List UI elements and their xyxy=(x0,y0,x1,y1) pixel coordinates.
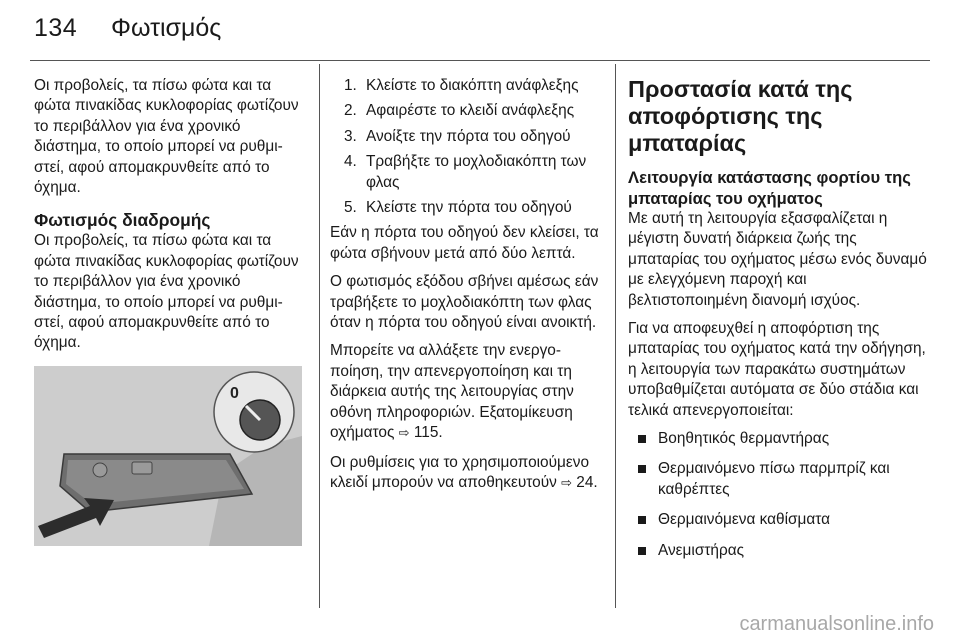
watermark xyxy=(0,613,960,636)
list-item-text: Ανεμιστήρας xyxy=(658,541,745,559)
step-number: 5. xyxy=(344,199,357,217)
list-item-text: Θερμαινόμενο πίσω παρμπρίζ και καθρέπτες xyxy=(658,460,890,498)
column-1 xyxy=(34,76,302,401)
page-reference-link[interactable]: 115. xyxy=(413,424,443,442)
step-text: Κλείστε το διακόπτη ανάφλεξης xyxy=(366,77,579,94)
list-item xyxy=(628,510,930,530)
step-item xyxy=(330,76,606,96)
step-item xyxy=(330,101,606,121)
bullet-square-icon xyxy=(638,465,646,473)
step-text: Κλείστε την πόρτα του οδηγού xyxy=(366,199,572,217)
stalk-symbol-1-icon xyxy=(93,463,107,477)
list-item-text: Βοηθητικός θερμαντήρας xyxy=(658,430,830,448)
step-number: 4. xyxy=(344,153,357,171)
settings-text: Μπορείτε να αλλάξετε την ενεργοποίηση, την απενεργοποίηση και τη διάρκεια αυτής της λειτουργίας στην οθόνη πληροφοριών. Εξατομίκευση οχήματος xyxy=(330,342,574,442)
header-divider xyxy=(30,60,930,61)
settings-paragraph xyxy=(330,341,606,444)
key-settings-paragraph xyxy=(330,453,606,495)
list-item xyxy=(628,429,930,449)
stalk-symbol-2-icon xyxy=(132,462,152,474)
step-text: Αφαιρέστε το κλειδί ανάφλεξης xyxy=(366,102,575,120)
column-2 xyxy=(330,76,606,502)
activation-steps xyxy=(330,76,606,218)
list-item xyxy=(628,541,930,561)
step-item xyxy=(330,152,606,193)
step-number: 2. xyxy=(344,102,357,120)
battery-degrade-paragraph: Για να αποφευχθεί η αποφόρτιση της μπαταρίας του οχήματος κατά την οδήγηση, η λειτουργία των παρακάτω συστημάτων υποβαθμίζεται αυτόματα σε δύο στάδια και τελικά απενεργοποιείται: xyxy=(628,320,926,419)
page-reference-link[interactable]: 24. xyxy=(576,473,598,491)
page-number: 134 xyxy=(34,14,78,42)
step-item xyxy=(330,127,606,147)
step-item xyxy=(330,198,606,218)
page-title: Φωτισμός xyxy=(111,14,222,42)
list-item xyxy=(628,459,930,500)
battery-intro-paragraph: Με αυτή τη λειτουργία εξασφαλίζεται η μέγιστη δυνατή διάρκεια ζωής της μπαταρίας του οχήματος μέσω ενός δυναμό με ελεγχόμενη παροχή και βελτιστοποιημένη διανομή ισχύος. xyxy=(628,210,927,309)
stalk-illustration-svg xyxy=(34,366,302,546)
page-reference-arrow-icon: ⇨ xyxy=(398,426,410,442)
bullet-square-icon xyxy=(638,516,646,524)
stalk-illustration xyxy=(34,366,302,546)
path-lighting-paragraph: Οι προβολείς, τα πίσω φώτα και τα φώτα πινακίδας κυκλοφορίας φωτίζουν το περιβάλλον για ένα χρονικό διάστημα, το οποίο μπορεί να ρυθμιστεί, αφού απομακρυνθείτε από το όχημα. xyxy=(34,232,299,352)
exit-lighting-paragraph: Ο φωτισμός εξόδου σβήνει αμέσως εάν τραβήξετε το μοχλοδιακόπτη των φλας όταν η πόρτα του οδηγού είναι ανοικτή. xyxy=(330,273,599,332)
step-number: 1. xyxy=(344,77,357,94)
bullet-square-icon xyxy=(638,435,646,443)
subsection-title-battery-load: Λειτουργία κατάστασης φορτίου της μπαταρίας του οχήματος xyxy=(628,168,911,208)
knob-position-label: 0 xyxy=(230,385,239,402)
page-header xyxy=(0,0,960,62)
column-divider-1 xyxy=(319,64,320,608)
door-open-paragraph: Εάν η πόρτα του οδηγού δεν κλείσει, τα φώτα σβήνουν μετά από δύο λεπτά. xyxy=(330,224,599,262)
bullet-square-icon xyxy=(638,547,646,555)
page-reference-arrow-icon: ⇨ xyxy=(561,475,573,491)
list-item-text: Θερμαινόμενα καθίσματα xyxy=(658,511,831,529)
column-divider-2 xyxy=(615,64,616,608)
intro-paragraph: Οι προβολείς, τα πίσω φώτα και τα φώτα πινακίδας κυκλοφορίας φωτίζουν το περιβάλλον για ένα χρονικό διάστημα, το οποίο μπορεί να ρυθμιστεί, αφού απομακρυνθείτε από το όχημα. xyxy=(34,77,299,197)
section-title-battery-protection: Προστασία κατά της αποφόρτισης της μπαταρίας xyxy=(628,76,853,156)
column-3 xyxy=(628,76,930,571)
key-settings-text: Οι ρυθμίσεις για το χρησιμοποιούμενο κλειδί μπορούν να αποθηκευτούν xyxy=(330,453,590,491)
step-text: Τραβήξτε το μοχλοδιακόπτη των φλας xyxy=(366,153,587,191)
disabled-systems-list xyxy=(628,429,930,561)
watermark-text: carmanualsonline.info xyxy=(739,613,934,635)
section-heading-path-lighting: Φωτισμός διαδρομής xyxy=(34,210,211,231)
step-number: 3. xyxy=(344,127,357,145)
step-text: Ανοίξτε την πόρτα του οδηγού xyxy=(366,127,571,145)
